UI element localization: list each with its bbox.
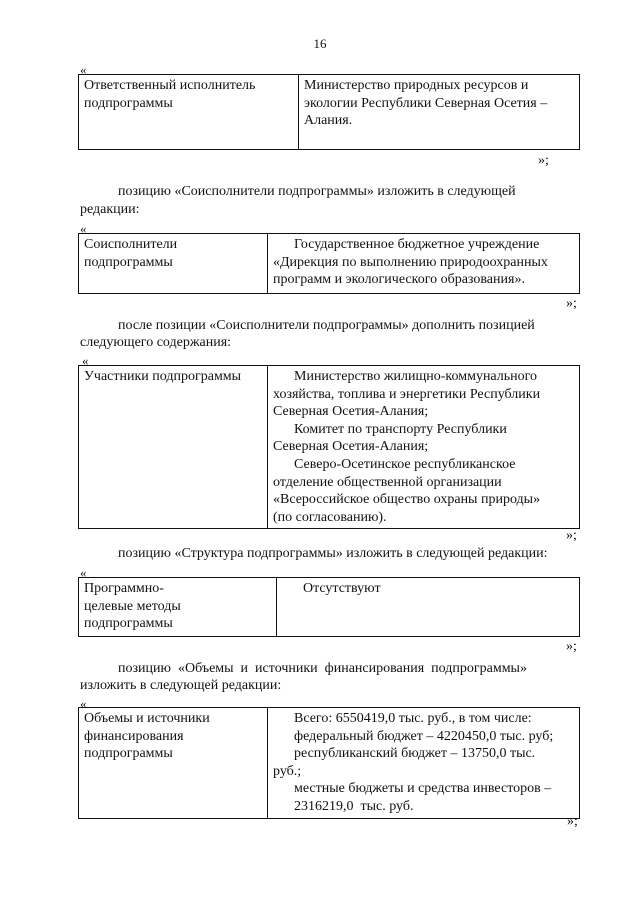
table-participants <box>78 365 580 529</box>
label-line: финансирования <box>84 728 184 744</box>
instruction-text: позицию «Объемы и источники финансирования подпрограммы» <box>118 661 527 676</box>
value-line: Министерство жилищно-коммунального <box>294 369 538 384</box>
label-cell <box>79 578 277 637</box>
label-line: Соисполнители <box>84 237 178 252</box>
table-funding <box>78 707 580 819</box>
value-line: Всего: 6550419,0 тыс. руб., в том числе: <box>294 711 532 726</box>
open-quote: « <box>80 696 87 711</box>
instruction-text: изложить в следующей редакции: <box>80 678 282 693</box>
page-number: 16 <box>313 36 327 51</box>
value-line: «Всероссийское общество охраны природы» <box>273 492 541 508</box>
value-cell <box>268 708 580 819</box>
value-cell <box>277 578 580 637</box>
label-cell <box>79 75 299 150</box>
closing-quote: »; <box>566 639 577 654</box>
open-quote: « <box>80 565 87 580</box>
open-quote: « <box>80 221 87 236</box>
label-line: подпрограммы <box>84 746 173 762</box>
table-responsible-executor <box>78 74 580 150</box>
value-line: (по согласованию). <box>273 509 387 525</box>
value-cell <box>268 234 580 294</box>
value-cell <box>299 75 580 150</box>
instruction-text: позицию «Структура подпрограммы» изложить в следующей редакции: <box>118 546 548 561</box>
label-line: подпрограммы <box>84 95 173 111</box>
value-line: республиканский бюджет – 13750,0 тыс. <box>294 746 536 762</box>
value-cell <box>268 366 580 529</box>
label-line: подпрограммы <box>84 616 173 632</box>
label-line: подпрограммы <box>84 254 173 270</box>
closing-quote: »; <box>566 296 577 311</box>
label-cell <box>79 366 268 529</box>
value-line: отделение общественной организации <box>273 474 502 490</box>
open-quote: « <box>80 62 87 77</box>
value-line: Северная Осетия-Алания; <box>273 439 429 455</box>
label-line: Участники подпрограммы <box>84 369 242 384</box>
label-line: Объемы и источники <box>84 711 210 726</box>
open-quote: « <box>82 353 89 368</box>
value-line: экологии Республики Северная Осетия – <box>304 95 548 111</box>
instruction-text: следующего содержания: <box>80 335 232 350</box>
value-line: Отсутствуют <box>303 581 381 596</box>
value-line: 2316219,0 тыс. руб. <box>294 798 414 814</box>
label-line: целевые методы <box>84 598 181 614</box>
value-line: Комитет по транспорту Республики <box>294 421 507 437</box>
value-line: Северная Осетия-Алания; <box>273 404 429 420</box>
value-line: Министерство природных ресурсов и <box>304 78 529 93</box>
label-line: Ответственный исполнитель <box>84 78 256 93</box>
instruction-text: позицию «Соисполнители подпрограммы» изложить в следующей <box>118 184 516 199</box>
value-line: местные бюджеты и средства инвесторов – <box>294 781 552 797</box>
instruction-text: редакции: <box>80 202 140 217</box>
value-line: руб.; <box>273 763 302 779</box>
label-cell <box>79 234 268 294</box>
label-cell <box>79 708 268 819</box>
value-line: Алания. <box>304 113 353 129</box>
instruction-text: после позиции «Соисполнители подпрограммы» дополнить позицией <box>118 318 535 333</box>
label-line: Программно- <box>84 581 164 596</box>
value-line: Государственное бюджетное учреждение <box>294 237 540 252</box>
value-line: Северо-Осетинское республиканское <box>294 456 516 472</box>
value-line: программ и экологического образования». <box>273 272 525 288</box>
value-line: «Дирекция по выполнению природоохранных <box>273 254 548 270</box>
closing-quote: »; <box>538 153 549 168</box>
closing-quote: »; <box>567 814 578 829</box>
value-line: хозяйства, топлива и энергетики Республики <box>273 386 541 402</box>
table-co-executors <box>78 233 580 294</box>
value-line: федеральный бюджет – 4220450,0 тыс. руб; <box>294 728 554 744</box>
closing-quote: »; <box>566 528 577 543</box>
table-structure <box>78 577 580 637</box>
